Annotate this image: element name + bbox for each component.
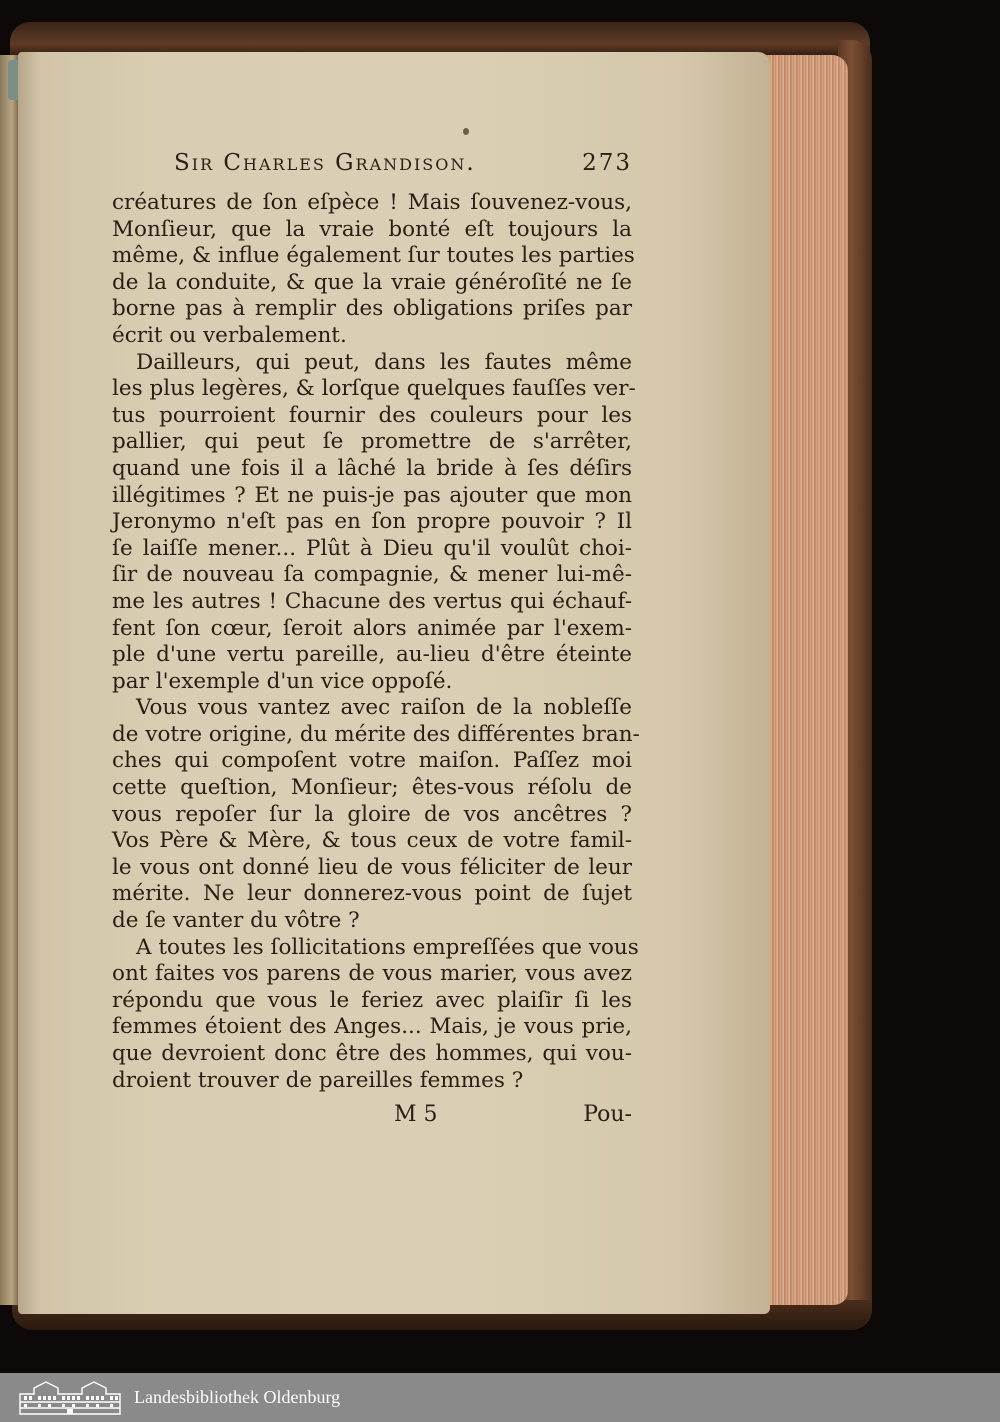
library-name: Landesbibliothek Oldenburg bbox=[134, 1387, 341, 1407]
text-line: de votre origine, du mérite des différentes bran- bbox=[112, 721, 640, 747]
text-line: de la conduite, & que la vraie généroſité ne ſe bbox=[112, 269, 632, 295]
text-line: répondu que vous le feriez avec plaiſir ſi les bbox=[112, 987, 632, 1013]
text-line: cette queſtion, Monſieur; êtes-vous réſolu de bbox=[112, 775, 632, 801]
body-text bbox=[112, 190, 640, 1094]
text-line: ſe laiſſe mener... Plût à Dieu qu'il voulût choi- bbox=[112, 535, 632, 561]
text-line: tus pourroient fournir des couleurs pour les bbox=[112, 402, 632, 428]
text-line: ple d'une vertu pareille, au-lieu d'être éteinte bbox=[112, 642, 632, 668]
text-line: me les autres ! Chacune des vertus qui échauf- bbox=[112, 588, 632, 614]
catchword: Pou- bbox=[583, 1102, 632, 1128]
library-building-icon bbox=[16, 1380, 124, 1416]
library-footer-bar bbox=[0, 1373, 1000, 1422]
text-line: illégitimes ? Et ne puis-je pas ajouter que mon bbox=[112, 482, 632, 508]
text-line: ches qui compoſent votre maiſon. Paſſez moi bbox=[112, 748, 632, 774]
text-line: Jeronymo n'eſt pas en ſon propre pouvoir ? Il bbox=[112, 509, 632, 535]
text-line: pallier, qui peut ſe promettre de s'arrêter, bbox=[112, 429, 632, 455]
text-line: vous repoſer ſur la gloire de vos ancêtres ? bbox=[112, 801, 632, 827]
text-line: femmes étoient des Anges... Mais, je vous prie, bbox=[112, 1014, 632, 1040]
text-line: quand une fois il a lâché la bride à ſes déſirs bbox=[112, 455, 632, 481]
text-line: fent ſon cœur, ſeroit alors animée par l'exem- bbox=[112, 615, 632, 641]
running-head bbox=[174, 150, 632, 184]
text-line: ſir de nouveau ſa compagnie, & mener lui-mê- bbox=[112, 562, 632, 588]
text-line: Vous vous vantez avec raiſon de la nobleſſe bbox=[136, 695, 632, 721]
text-line: Dailleurs, qui peut, dans les fautes même bbox=[136, 349, 632, 375]
signature-mark: M 5 bbox=[394, 1102, 438, 1128]
text-line: de ſe vanter du vôtre ? bbox=[112, 908, 360, 934]
ink-dot bbox=[463, 128, 469, 135]
left-page-edge bbox=[0, 55, 20, 1305]
text-line: Monſieur, que la vraie bonté eſt toujours la bbox=[112, 216, 632, 242]
page-footer-line bbox=[112, 1102, 632, 1132]
text-line: par l'exemple d'un vice oppoſé. bbox=[112, 668, 453, 694]
text-line: que devroient donc être des hommes, qui vou- bbox=[112, 1041, 632, 1066]
text-line: ont faites vos parens de vous marier, vous avez bbox=[112, 961, 632, 987]
text-line: mérite. Ne leur donnerez-vous point de ſujet bbox=[112, 881, 632, 907]
text-line: même, & influe également ſur toutes les parties bbox=[112, 243, 635, 269]
page-text-block bbox=[112, 150, 640, 1132]
text-line: écrit ou verbalement. bbox=[112, 322, 347, 348]
text-line: les plus legères, & lorſque quelques fauſſes ver- bbox=[112, 376, 636, 402]
text-line: créatures de ſon eſpèce ! Mais ſouvenez-vous, bbox=[112, 190, 632, 215]
text-line: A toutes les ſollicitations empreſſées que vous bbox=[136, 934, 639, 960]
text-line: le vous ont donné lieu de vous féliciter de leur bbox=[112, 854, 632, 880]
text-line: droient trouver de pareilles femmes ? bbox=[112, 1067, 524, 1093]
text-line: borne pas à remplir des obligations priſes par bbox=[112, 296, 632, 322]
text-line: Vos Père & Mère, & tous ceux de votre famil- bbox=[112, 828, 632, 854]
running-title: Sir Charles Grandison. bbox=[174, 150, 476, 176]
page-number: 273 bbox=[582, 150, 632, 176]
